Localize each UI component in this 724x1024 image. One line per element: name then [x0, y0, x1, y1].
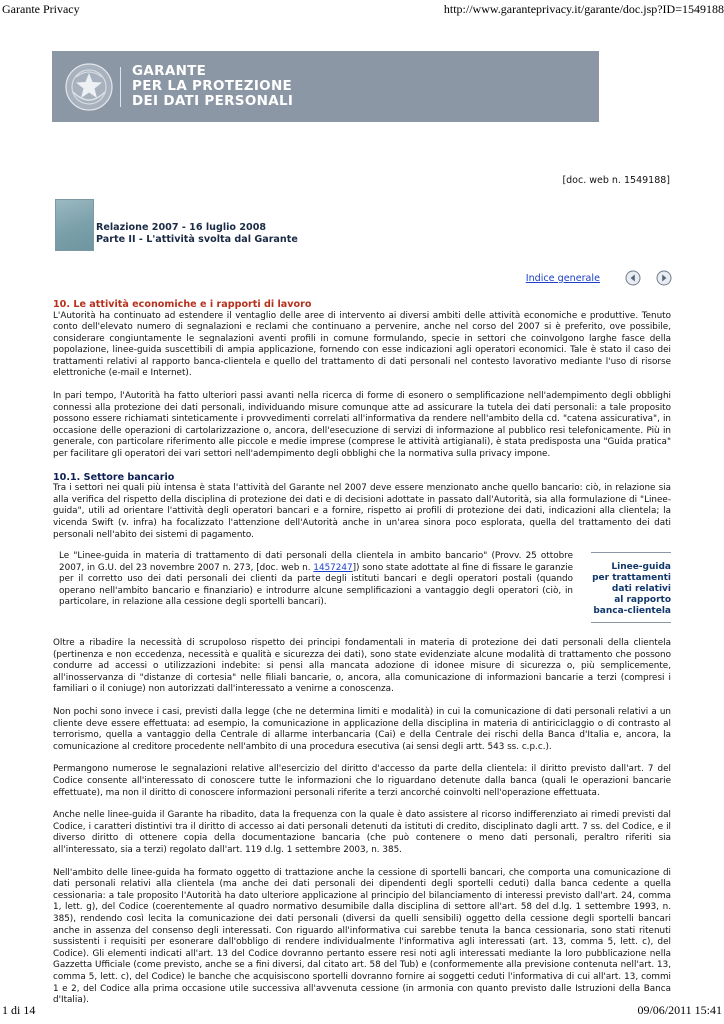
section-10-1-paragraph-2: Oltre a ribadire la necessità di scrupoloso rispetto dei principi fondamentali in materia di protezione dei dati personali della clientela (pertinenza e non eccedenza, necessità e qualità e sicurezza dei dati), sono state evidenziate alcune modalità di trattamento che possono condurre ad accessi o utilizzazioni indebite: si pensi alla mancata adozione di idonee misure di sicurezza o, più semplicemente, all'inosservanza di "distanze di cortesia" nelle filiali bancarie, o, ancora, alla comunicazione di informazioni bancarie a terzi (compresi i familiari o il coniuge) non autorizzati dall'interessato a venirne a conoscenza.: [53, 638, 671, 695]
right-arrow-circle-icon[interactable]: [656, 270, 672, 286]
garante-banner: [52, 51, 599, 122]
article-body: [53, 299, 671, 1018]
republic-emblem-icon: [64, 62, 114, 112]
section-10-1-paragraph-5: Anche nelle linee-guida il Garante ha ribadito, data la frequenza con la quale è dato assistere al ricorso indifferenziato ai rimedi previsti dal Codice, i caratteri distintivi tra il diritto di accesso ai dati personali detenuti da istituti di credito, disciplinato dagli artt. 7 ss. del Codice, e il diverso diritto di ottenere copia della documentazione bancaria (che può contenere o meno dati personali, peraltro riferiti sia all'interessato, sia a terzi) regolato dall'art. 119 d.lg. 1 settembre 2003, n. 385.: [53, 810, 671, 855]
pdf-footer-page-count: 1 di 14: [2, 1003, 36, 1017]
pdf-header-title: Garante Privacy: [2, 2, 80, 16]
section-10-1-paragraph-6: Nell'ambito delle linee-guida ha formato oggetto di trattazione anche la cessione di sportelli bancari, che comporta una comunicazione di dati personali relativi alla clientela (ma anche dei dati personali dei dipendenti degli sportelli ceduti) dalla banca cedente a quella cessionaria: a tale proposito l'Autorità ha dato ulteriore applicazione al principio del bilanciamento di interessi previsto dall'art. 24, comma 1, lett. g), del Codice (coerentemente al quadro normativo desumibile dalla disciplina di settore all'art. 58 del d.lg. 1 settembre 1993, n. 385), rendendo così lecita la comunicazione dei dati personali (diversi da quelli sensibili) oggetto della cessione degli sportelli bancari anche in assenza del consenso degli interessati. Con riguardo all'informativa cui sarebbe tenuta la banca cessionaria, sono stati ritenuti sussistenti i requisiti per esonerare dall'obbligo di rendere individualmente l'informativa agli interessati (art. 13, comma 5, lett. c), del Codice). Gli elementi indicati all'art. 13 del Codice dovranno pertanto essere resi noti agli interessati mediante la loro pubblicazione nella Gazzetta Ufficiale (come previsto, anche se a fini diversi, dal citato art. 58 del Tub) e (conformemente alla previsione contenuta nell'art. 13, comma 5, lett. c), del Codice) le banche che acquisiscono sportelli dovranno fornire ai soggetti ceduti l'informativa di cui all'art. 13, commi 1 e 2, del Codice alla prima occasione utile successiva all'avvenuta cessione (in armonia con quanto previsto dalle Istruzioni della Banca d'Italia).: [53, 867, 671, 1006]
sidenote-line-4: al rapporto: [614, 595, 671, 606]
linee-guida-paragraph: [59, 551, 573, 609]
report-title: [96, 222, 298, 246]
linee-guida-block: [53, 551, 671, 623]
sidenote-line-5: banca-clientela: [593, 606, 671, 617]
section-10-1-heading: 10.1. Settore bancario: [53, 471, 175, 483]
banner-line-3: DEI DATI PERSONALI: [132, 93, 294, 109]
index-generale-link[interactable]: Indice generale: [525, 272, 600, 284]
linee-guida-text-a: Le "Linee-guida in materia di trattamento di dati personali della clientela in ambito bancario" (Provv. 25 ottobre 2007, in G.U. del 23 novembre 2007 n. 273, [doc. web n.: [59, 551, 573, 573]
section-10-heading: 10. Le attività economiche e i rapporti di lavoro: [53, 299, 312, 310]
section-10-paragraph-1: L'Autorità ha continuato ad estendere il ventaglio delle aree di intervento ai diversi ambiti delle attività economiche e produttive. Tenuto conto dell'elevato numero di segnalazioni e reclami che continuano a pervenire, anche nel corso del 2007 si è preferito, ove possibile, considerare congiuntamente le segnalazioni aventi profili in comune formulando, specie in settori che coinvolgono larghe fasce della popolazione, linee-guida suscettibili di ampia applicazione, fornendo con esse indicazioni agli operatori economici. Tale è stato il caso dei trattamenti relativi al rapporto banca-clientela e quello del trattamento di dati personali nel contesto lavorativo mediante l'uso di risorse elettroniche (e-mail e Internet).: [53, 310, 671, 379]
section-10-1-paragraph-1: Tra i settori nei quali più intensa è stata l'attività del Garante nel 2007 deve essere menzionato anche quello bancario: ciò, in relazione sia alla verifica del rispetto della disciplina di protezione dei dati e di decisioni adottate in passato dall'Autorità, sia alla formulazione di "Linee-guida", utili ad orientare l'attività degli operatori bancari e a fornire, rispetto ai profili di protezione dei dati, indicazioni alla clientela; la vicenda Swift (v. infra) ha focalizzato l'attenzione dell'Autorità anche in un'area sinora poco esplorata, quella del trattamento dei dati personali nell'abito dei sistemi di pagamento.: [53, 483, 671, 540]
banner-divider: [120, 67, 121, 107]
sidenote-line-1: Linee-guida: [611, 562, 671, 573]
report-title-line-2: Parte II - L'attività svolta dal Garante: [96, 234, 298, 245]
section-10-paragraph-2: In pari tempo, l'Autorità ha fatto ulteriori passi avanti nella ricerca di forme di esonero o semplificazione nell'adempimento degli obblighi connessi alla protezione dei dati personali, individuando misure comunque atte ad assicurare la tutela dei dati personali: a tale proposito possono essere richiamati sinteticamente i provvedimenti correlati all'informativa da rendere nell'ambito della cd. "catena assicurativa", in occasione delle operazioni di cartolarizzazione o, ancora, dell'esecuzione di servizi di informazione al pubblico resi telefonicamente. Più in generale, con particolare riferimento alle piccole e medie imprese (comprese le attività artigianali), è stata predisposta una "Guida pratica" per facilitare gli operatori dei vari settori nell'adempimento degli obblighi che la normativa sulla privacy impone.: [53, 391, 671, 460]
left-arrow-circle-icon[interactable]: [625, 270, 641, 286]
section-10-1-paragraph-3: Non pochi sono invece i casi, previsti dalla legge (che ne determina limiti e modalità) in cui la comunicazione di dati personali relativi a un cliente deve essere effettuata: ad esempio, la comunicazione in applicazione della disciplina in materia di antiriciclaggio o di contrasto al terrorismo, quella a vantaggio della Centrale di allarme interbancaria (Cai) e della Centrale dei rischi della Banca d'Italia e, ancora, la comunicazione al creditore procedente nell'ambito di una procedura esecutiva (ai sensi degli artt. 543 ss. c.p.c.).: [53, 707, 671, 752]
sidenote-line-2: per trattamenti: [592, 573, 671, 584]
report-cover-thumbnail[interactable]: [55, 199, 94, 251]
pdf-footer-timestamp: 09/06/2011 15:41: [637, 1003, 722, 1017]
report-title-line-1: Relazione 2007 - 16 luglio 2008: [96, 222, 267, 233]
section-10-1-paragraph-4: Permangono numerose le segnalazioni relative all'esercizio del diritto d'accesso da parte della clientela: il diritto previsto dall'art. 7 del Codice consente all'interessato di conoscere tutte le informazioni che lo riguardano detenute dalla banca (quali le operazioni bancarie effettuate), ma non il diritto di conoscere informazioni personali riferite a terzi ancorché coinvolti nell'operazione effettuata.: [53, 764, 671, 798]
banner-line-2: PER LA PROTEZIONE: [132, 78, 293, 94]
doc-web-1457247-link[interactable]: 1457247: [313, 562, 353, 573]
linee-guida-sidenote: [591, 552, 671, 623]
index-navigation: [526, 270, 672, 286]
pdf-header-url: http://www.garanteprivacy.it/garante/doc.jsp?ID=1549188: [443, 2, 724, 16]
banner-wordmark: [132, 64, 293, 109]
banner-line-1: GARANTE: [132, 63, 207, 79]
linee-guida-text: [53, 551, 573, 623]
doc-web-reference: [doc. web n. 1549188]: [562, 175, 670, 186]
sidenote-line-3: dati relativi: [611, 584, 671, 595]
linee-guida-text-b: ]) sono state adottate al fine di fissare le garanzie per il corretto uso dei dati personali dei clienti da parte degli istituti bancari e degli operatori postali (quando operano nell'ambito bancario e finanziario) e introdurre alcune semplificazioni a vantaggio degli operatori (ciò, in particolare, in relazione alla cessione degli sportelli bancari).: [59, 562, 573, 608]
